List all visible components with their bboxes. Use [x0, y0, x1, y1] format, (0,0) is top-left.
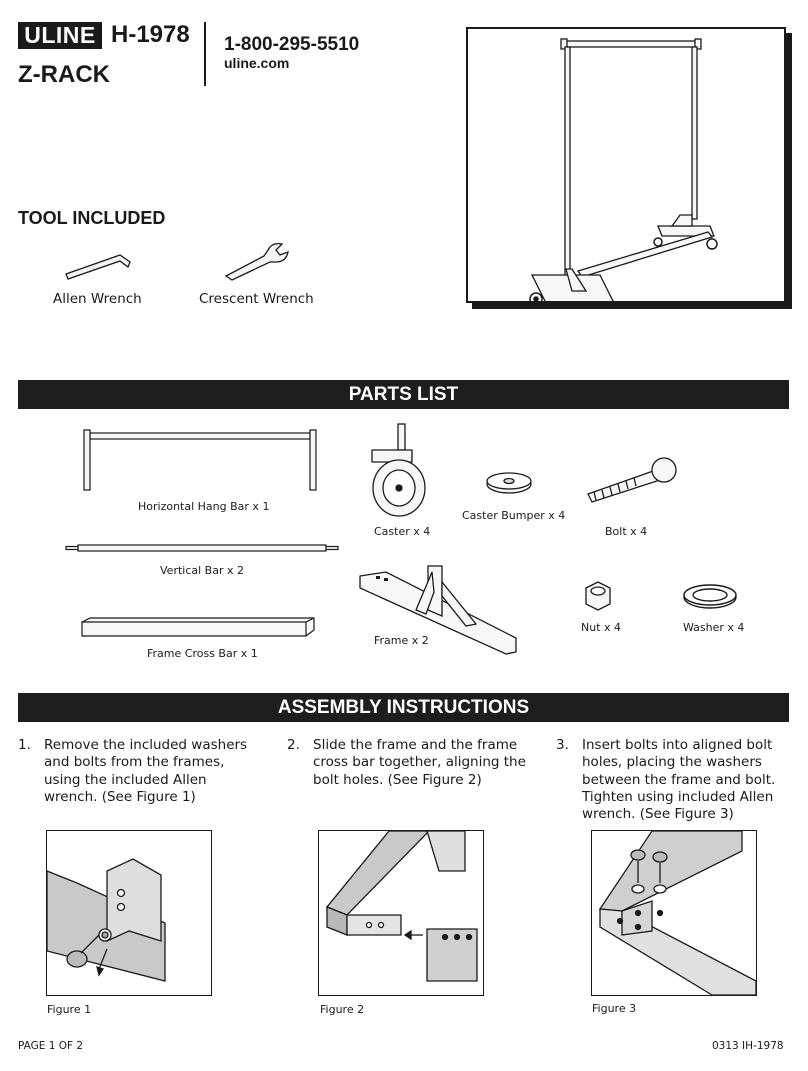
part-label-frame: Frame x 2	[374, 634, 429, 647]
page-number: PAGE 1 OF 2	[18, 1040, 84, 1052]
figure-3-label: Figure 3	[592, 1002, 637, 1015]
allen-wrench-icon	[62, 248, 134, 282]
step-2	[287, 737, 526, 807]
step-2-number: 2.	[287, 737, 300, 753]
header-divider	[204, 22, 206, 86]
tools-title: TOOL INCLUDED	[18, 208, 166, 228]
part-label-hang-bar: Horizontal Hang Bar x 1	[138, 500, 270, 513]
assembly-header: ASSEMBLY INSTRUCTIONS	[18, 693, 789, 722]
parts-list-header: PARTS LIST	[18, 380, 789, 409]
caster-drawing	[354, 422, 434, 518]
product-title: Z-RACK	[18, 61, 110, 88]
tool-label-allen: Allen Wrench	[53, 291, 142, 307]
frame-cross-bar-drawing	[80, 616, 318, 640]
uline-logo: ULINE	[18, 22, 102, 49]
step-3-text: Insert bolts into aligned bolt holes, placing the washers between the frame and bolt. Tighten using included Allen wrench. (See Figure 3)	[582, 737, 776, 823]
figure-2-label: Figure 2	[320, 1003, 365, 1016]
z-rack-illustration	[466, 27, 786, 303]
nut-drawing	[580, 580, 616, 614]
part-label-washer: Washer x 4	[683, 621, 745, 634]
website: uline.com	[224, 55, 290, 71]
step-2-text: Slide the frame and the frame cross bar together, aligning the bolt holes. (See Figure 2)	[313, 737, 526, 788]
washer-drawing	[682, 582, 738, 610]
part-label-caster: Caster x 4	[374, 525, 431, 538]
step-1-number: 1.	[18, 737, 31, 753]
bolt-drawing	[584, 452, 680, 504]
step-3	[556, 737, 792, 825]
crescent-wrench-icon	[220, 240, 292, 282]
document-code: 0313 IH-1978	[712, 1040, 784, 1052]
caster-bumper-drawing	[484, 470, 534, 496]
figure-2-illustration	[318, 830, 484, 996]
figure-1-illustration	[46, 830, 212, 996]
figure-1-label: Figure 1	[47, 1003, 92, 1016]
vertical-bar-drawing	[64, 542, 340, 556]
part-label-nut: Nut x 4	[581, 621, 622, 634]
part-label-caster-bumper: Caster Bumper x 4	[462, 509, 566, 522]
step-1	[18, 737, 254, 807]
part-label-frame-cross-bar: Frame Cross Bar x 1	[147, 647, 258, 660]
part-label-vertical-bar: Vertical Bar x 2	[160, 564, 244, 577]
step-3-number: 3.	[556, 737, 569, 753]
part-label-bolt: Bolt x 4	[605, 525, 648, 538]
phone-number: 1-800-295-5510	[224, 34, 360, 55]
model-number: H-1978	[111, 21, 190, 48]
horizontal-hang-bar-drawing	[82, 428, 318, 494]
tool-label-crescent: Crescent Wrench	[199, 291, 314, 307]
step-1-text: Remove the included washers and bolts from the frames, using the included Allen wrench. (See Figure 1)	[44, 737, 248, 805]
figure-3-illustration	[591, 830, 757, 996]
